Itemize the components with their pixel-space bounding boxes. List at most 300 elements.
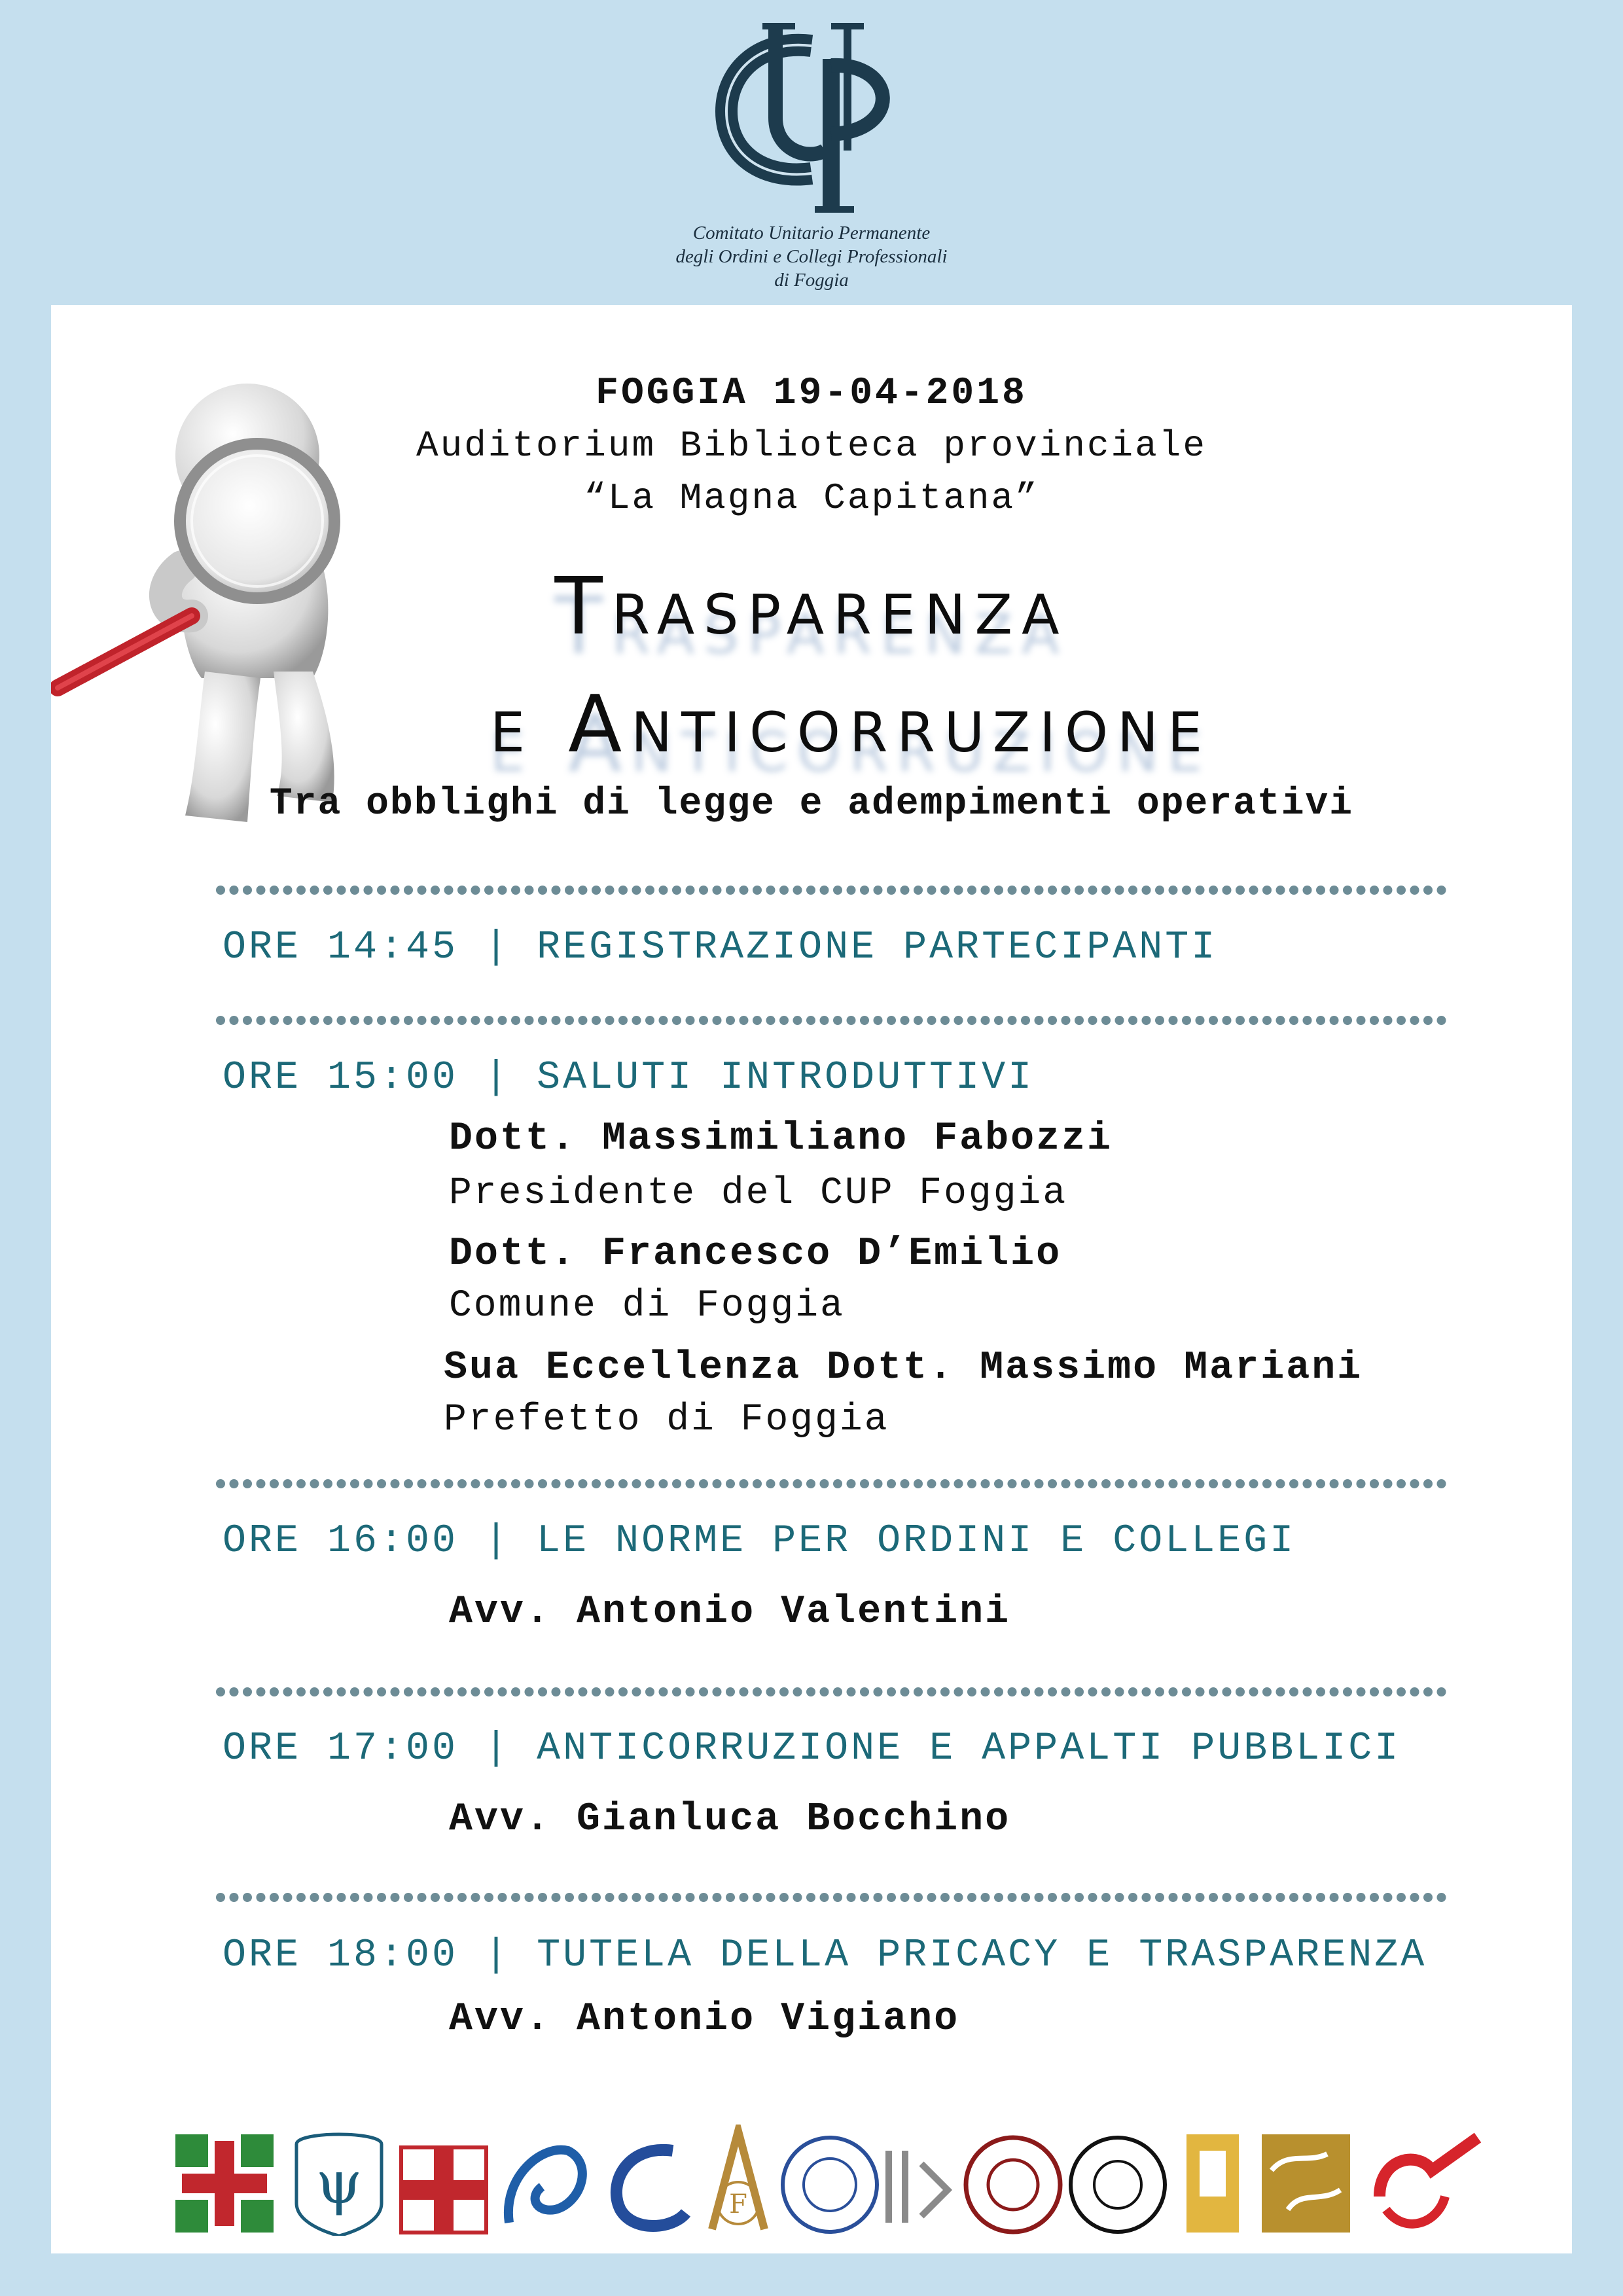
speaker-role: Comune di Foggia [449, 1285, 845, 1327]
divider-dot [1035, 886, 1044, 895]
divider-dot [659, 1016, 668, 1025]
divider-dot [645, 1893, 654, 1902]
divider-dot [874, 1479, 883, 1488]
divider-dot [484, 886, 493, 895]
divider-dot [1262, 886, 1272, 895]
divider-dot [525, 1479, 534, 1488]
divider-dot [1316, 1893, 1325, 1902]
divider-dot [1008, 1687, 1017, 1696]
divider-dot [216, 1687, 225, 1696]
divider-dot [672, 886, 681, 895]
divider-dot [686, 1687, 695, 1696]
dotted-divider [213, 1474, 1448, 1494]
divider-dot [806, 886, 815, 895]
divider-dot [1101, 1479, 1111, 1488]
divider-dot [484, 1687, 493, 1696]
divider-dot [1330, 886, 1339, 895]
divider-dot [1169, 886, 1178, 895]
divider-dot [659, 1479, 668, 1488]
divider-dot [257, 1893, 266, 1902]
dotted-divider [213, 880, 1448, 900]
divider-dot [1048, 1479, 1057, 1488]
divider-dot [806, 1479, 815, 1488]
divider-dot [618, 886, 628, 895]
divider-dot [592, 1893, 601, 1902]
divider-dot [230, 886, 239, 895]
divider-dot [1222, 1016, 1232, 1025]
divider-dot [1357, 1479, 1366, 1488]
divider-dot [645, 886, 654, 895]
divider-dot [270, 886, 279, 895]
divider-dot [901, 1687, 910, 1696]
divider-dot [1236, 1687, 1245, 1696]
divider-dot [806, 1016, 815, 1025]
divider-dot [457, 1479, 467, 1488]
divider-dot [806, 1687, 815, 1696]
divider-dot [1397, 1479, 1406, 1488]
divider-dot [364, 1479, 373, 1488]
divider-dot [337, 1479, 346, 1488]
divider-dot [860, 1479, 869, 1488]
divider-dot [431, 886, 440, 895]
divider-dot [418, 1687, 427, 1696]
divider-dot [1035, 1016, 1044, 1025]
divider-dot [766, 1893, 776, 1902]
divider-dot [940, 1687, 950, 1696]
divider-dot [887, 1479, 896, 1488]
divider-dot [1437, 1016, 1446, 1025]
divider-dot [672, 1016, 681, 1025]
divider-dot [887, 1893, 896, 1902]
pharmacist-cross-logo-icon [175, 2134, 274, 2233]
divider-dot [954, 1479, 963, 1488]
divider-dot [1262, 1893, 1272, 1902]
divider-dot [1155, 886, 1164, 895]
divider-dot [887, 886, 896, 895]
divider-dot [1209, 1687, 1218, 1696]
divider-dot [860, 886, 869, 895]
divider-dot [579, 1016, 588, 1025]
divider-dot [699, 1016, 708, 1025]
divider-dot [1410, 886, 1419, 895]
divider-dot [1048, 1893, 1057, 1902]
divider-dot [1155, 1016, 1164, 1025]
divider-dot [713, 1016, 722, 1025]
divider-dot [1196, 1893, 1205, 1902]
divider-dot [793, 886, 802, 895]
event-date: FOGGIA 19-04-2018 [596, 372, 1027, 415]
divider-dot [391, 1893, 400, 1902]
divider-dot [257, 1479, 266, 1488]
divider-dot [618, 1016, 628, 1025]
divider-dot [1383, 1479, 1393, 1488]
divider-dot [901, 1479, 910, 1488]
event-subtitle: Tra obblighi di legge e adempimenti operativi [269, 783, 1354, 825]
divider-dot [753, 1893, 762, 1902]
divider-dot [1303, 1893, 1312, 1902]
divider-dot [914, 1893, 923, 1902]
divider-dot [243, 886, 252, 895]
divider-dot [847, 1893, 856, 1902]
divider-dot [1115, 1479, 1124, 1488]
divider-dot [1262, 1016, 1272, 1025]
divider-dot [1397, 886, 1406, 895]
divider-dot [766, 1479, 776, 1488]
divider-dot [1021, 1687, 1030, 1696]
divider-dot [753, 1016, 762, 1025]
divider-dot [1316, 1016, 1325, 1025]
divider-dot [967, 1479, 976, 1488]
divider-dot [350, 1479, 359, 1488]
divider-dot [323, 886, 332, 895]
divider-dot [1061, 886, 1071, 895]
divider-dot [713, 886, 722, 895]
partner-logos-row [175, 2125, 1550, 2236]
divider-dot [1303, 1016, 1312, 1025]
dotted-divider [213, 1682, 1448, 1702]
divider-dot [901, 886, 910, 895]
divider-dot [296, 1687, 306, 1696]
architects-logo-icon [1186, 2134, 1239, 2233]
divider-dot [216, 1479, 225, 1488]
divider-dot [954, 1016, 963, 1025]
divider-dot [1276, 1016, 1285, 1025]
divider-dot [860, 1016, 869, 1025]
divider-dot [847, 1016, 856, 1025]
divider-dot [806, 1893, 815, 1902]
divider-dot [779, 886, 789, 895]
divider-dot [1115, 1687, 1124, 1696]
divider-dot [1088, 1893, 1097, 1902]
divider-dot [457, 886, 467, 895]
fidei-veritatis-seal-logo-icon [783, 2138, 877, 2232]
divider-dot [579, 1687, 588, 1696]
divider-dot [833, 1016, 842, 1025]
divider-dot [605, 1016, 615, 1025]
event-title-line2 [51, 679, 1611, 770]
divider-dot [1249, 1479, 1258, 1488]
divider-dot [1075, 1016, 1084, 1025]
divider-dot [874, 1016, 883, 1025]
divider-dot [283, 1479, 293, 1488]
divider-dot [1008, 1479, 1017, 1488]
divider-dot [779, 1893, 789, 1902]
logo-caption-line: di Foggia [774, 270, 849, 291]
divider-dot [1061, 1893, 1071, 1902]
divider-dot [1236, 1016, 1245, 1025]
divider-dot [1397, 1687, 1406, 1696]
divider-dot [981, 1893, 990, 1902]
divider-dot [1061, 1687, 1071, 1696]
divider-dot [820, 1016, 829, 1025]
divider-dot [1075, 886, 1084, 895]
divider-dot [337, 886, 346, 895]
divider-dot [216, 1893, 225, 1902]
divider-dot [766, 886, 776, 895]
divider-dot [1182, 1479, 1191, 1488]
divider-dot [511, 1016, 520, 1025]
divider-dot [364, 886, 373, 895]
divider-dot [1276, 1479, 1285, 1488]
divider-dot [887, 1687, 896, 1696]
divider-dot [1075, 1687, 1084, 1696]
divider-dot [525, 1893, 534, 1902]
divider-dot [726, 1893, 735, 1902]
event-venue: Auditorium Biblioteca provinciale [416, 425, 1207, 467]
divider-dot [1343, 1687, 1352, 1696]
divider-dot [538, 1893, 547, 1902]
divider-dot [901, 1893, 910, 1902]
divider-dot [699, 1893, 708, 1902]
divider-dot [1262, 1687, 1272, 1696]
divider-dot [471, 1016, 480, 1025]
divider-dot [1115, 1016, 1124, 1025]
divider-dot [525, 886, 534, 895]
title-text: Trasparenza [554, 562, 1069, 653]
divider-dot [391, 1016, 400, 1025]
divider-dot [552, 886, 561, 895]
divider-dot [659, 1893, 668, 1902]
divider-dot [645, 1016, 654, 1025]
divider-dot [914, 1016, 923, 1025]
divider-dot [1142, 1687, 1151, 1696]
divider-dot [940, 1479, 950, 1488]
divider-dot [1142, 886, 1151, 895]
divider-dot [820, 1687, 829, 1696]
svg-text:F: F [729, 2189, 747, 2219]
divider-dot [1088, 1687, 1097, 1696]
divider-dot [1249, 886, 1258, 895]
divider-dot [444, 1016, 454, 1025]
divider-dot [364, 1893, 373, 1902]
divider-dot [1209, 886, 1218, 895]
divider-dot [404, 1893, 413, 1902]
divider-dot [1169, 1479, 1178, 1488]
divider-dot [257, 1016, 266, 1025]
session-title: ORE 17:00 | ANTICORRUZIONE E APPALTI PUBBLICI [223, 1727, 1401, 1771]
session-title: ORE 15:00 | SALUTI INTRODUTTIVI [223, 1056, 1035, 1100]
session-title: ORE 14:45 | REGISTRAZIONE PARTECIPANTI [223, 925, 1218, 970]
divider-dot [994, 1893, 1003, 1902]
divider-dot [1423, 1479, 1433, 1488]
divider-dot [1383, 886, 1393, 895]
divider-dot [1035, 1687, 1044, 1696]
divider-dot [847, 886, 856, 895]
divider-dot [686, 886, 695, 895]
divider-dot [538, 886, 547, 895]
divider-dot [270, 1016, 279, 1025]
divider-dot [538, 1016, 547, 1025]
divider-dot [793, 1016, 802, 1025]
divider-dot [659, 1687, 668, 1696]
divider-dot [471, 886, 480, 895]
divider-dot [1021, 1479, 1030, 1488]
divider-dot [994, 1687, 1003, 1696]
divider-dot [364, 1016, 373, 1025]
divider-dot [914, 1479, 923, 1488]
divider-dot [511, 1687, 520, 1696]
cup-monogram-icon [700, 20, 923, 216]
divider-dot [1008, 1016, 1017, 1025]
divider-dot [1048, 886, 1057, 895]
divider-dot [686, 1016, 695, 1025]
divider-dot [498, 1016, 507, 1025]
divider-dot [632, 886, 641, 895]
divider-dot [565, 1016, 574, 1025]
divider-dot [418, 1016, 427, 1025]
divider-dot [431, 1016, 440, 1025]
divider-dot [605, 1687, 615, 1696]
divider-dot [1370, 886, 1379, 895]
event-title-line1 [51, 562, 1572, 653]
divider-dot [1249, 1893, 1258, 1902]
divider-dot [431, 1893, 440, 1902]
divider-dot [1437, 886, 1446, 895]
divider-dot [565, 1893, 574, 1902]
divider-dot [310, 1893, 319, 1902]
red-cross-emblem-logo-icon [401, 2147, 486, 2233]
divider-dot [498, 886, 507, 895]
divider-dot [713, 1687, 722, 1696]
divider-dot [592, 1016, 601, 1025]
divider-dot [1169, 1687, 1178, 1696]
divider-dot [418, 1479, 427, 1488]
divider-dot [1316, 1479, 1325, 1488]
divider-dot [1075, 1893, 1084, 1902]
divider-dot [457, 1016, 467, 1025]
divider-dot [833, 886, 842, 895]
divider-dot [579, 886, 588, 895]
divider-dot [753, 886, 762, 895]
red-arrow-logo-icon [1380, 2138, 1478, 2224]
divider-dot [1410, 1479, 1419, 1488]
divider-dot [618, 1479, 628, 1488]
divider-dot [713, 1479, 722, 1488]
speaker-role: Presidente del CUP Foggia [449, 1172, 1068, 1215]
divider-dot [659, 886, 668, 895]
divider-dot [1196, 1016, 1205, 1025]
divider-dot [511, 1479, 520, 1488]
divider-dot [1075, 1479, 1084, 1488]
divider-dot [820, 1893, 829, 1902]
divider-dot [927, 886, 936, 895]
divider-dot [310, 1016, 319, 1025]
divider-dot [1128, 886, 1137, 895]
divider-dot [552, 1016, 561, 1025]
divider-dot [1437, 1687, 1446, 1696]
divider-dot [498, 1687, 507, 1696]
divider-dot [1088, 886, 1097, 895]
divider-dot [927, 1687, 936, 1696]
divider-dot [1330, 1479, 1339, 1488]
divider-dot [967, 1016, 976, 1025]
divider-dot [1289, 1687, 1298, 1696]
divider-dot [1222, 1687, 1232, 1696]
divider-dot [1196, 1687, 1205, 1696]
divider-dot [592, 1479, 601, 1488]
divider-dot [457, 1687, 467, 1696]
divider-dot [740, 1479, 749, 1488]
divider-dot [444, 886, 454, 895]
divider-dot [1101, 1016, 1111, 1025]
divider-dot [1222, 1479, 1232, 1488]
divider-dot [1357, 1893, 1366, 1902]
divider-dot [793, 1687, 802, 1696]
divider-dot [1048, 1016, 1057, 1025]
divider-dot [740, 1687, 749, 1696]
divider-dot [1330, 1687, 1339, 1696]
divider-dot [1383, 1016, 1393, 1025]
divider-dot [1008, 1893, 1017, 1902]
divider-dot [632, 1479, 641, 1488]
divider-dot [967, 886, 976, 895]
divider-dot [1343, 1016, 1352, 1025]
divider-dot [243, 1479, 252, 1488]
divider-dot [230, 1893, 239, 1902]
divider-dot [565, 1687, 574, 1696]
divider-dot [283, 1687, 293, 1696]
divider-dot [632, 1893, 641, 1902]
divider-dot [726, 1479, 735, 1488]
divider-dot [1101, 1893, 1111, 1902]
divider-dot [1236, 1479, 1245, 1488]
divider-dot [833, 1893, 842, 1902]
geometric-stripes-logo-icon [889, 2151, 948, 2223]
divider-dot [350, 1687, 359, 1696]
divider-dot [592, 886, 601, 895]
divider-dot [1209, 1893, 1218, 1902]
divider-dot [1088, 1479, 1097, 1488]
divider-dot [1303, 1687, 1312, 1696]
divider-dot [1209, 1479, 1218, 1488]
divider-dot [391, 1687, 400, 1696]
divider-dot [645, 1479, 654, 1488]
divider-dot [927, 1016, 936, 1025]
divider-dot [927, 1479, 936, 1488]
divider-dot [323, 1479, 332, 1488]
divider-dot [940, 1016, 950, 1025]
divider-dot [296, 886, 306, 895]
divider-dot [1142, 1893, 1151, 1902]
divider-dot [377, 1893, 386, 1902]
divider-dot [1155, 1893, 1164, 1902]
divider-dot [552, 1479, 561, 1488]
divider-dot [1330, 1016, 1339, 1025]
divider-dot [954, 1687, 963, 1696]
divider-dot [1437, 1479, 1446, 1488]
divider-dot [552, 1893, 561, 1902]
divider-dot [565, 1479, 574, 1488]
divider-dot [874, 886, 883, 895]
divider-dot [216, 886, 225, 895]
divider-dot [1383, 1687, 1393, 1696]
divider-dot [1423, 1016, 1433, 1025]
divider-dot [1101, 886, 1111, 895]
divider-dot [605, 1893, 615, 1902]
divider-dot [1169, 1016, 1178, 1025]
divider-dot [699, 1479, 708, 1488]
divider-dot [672, 1687, 681, 1696]
divider-dot [525, 1016, 534, 1025]
divider-dot [1316, 1687, 1325, 1696]
divider-dot [270, 1479, 279, 1488]
divider-dot [538, 1479, 547, 1488]
divider-dot [954, 886, 963, 895]
divider-dot [618, 1687, 628, 1696]
divider-dot [820, 1479, 829, 1488]
divider-dot [1343, 1479, 1352, 1488]
divider-dot [766, 1016, 776, 1025]
